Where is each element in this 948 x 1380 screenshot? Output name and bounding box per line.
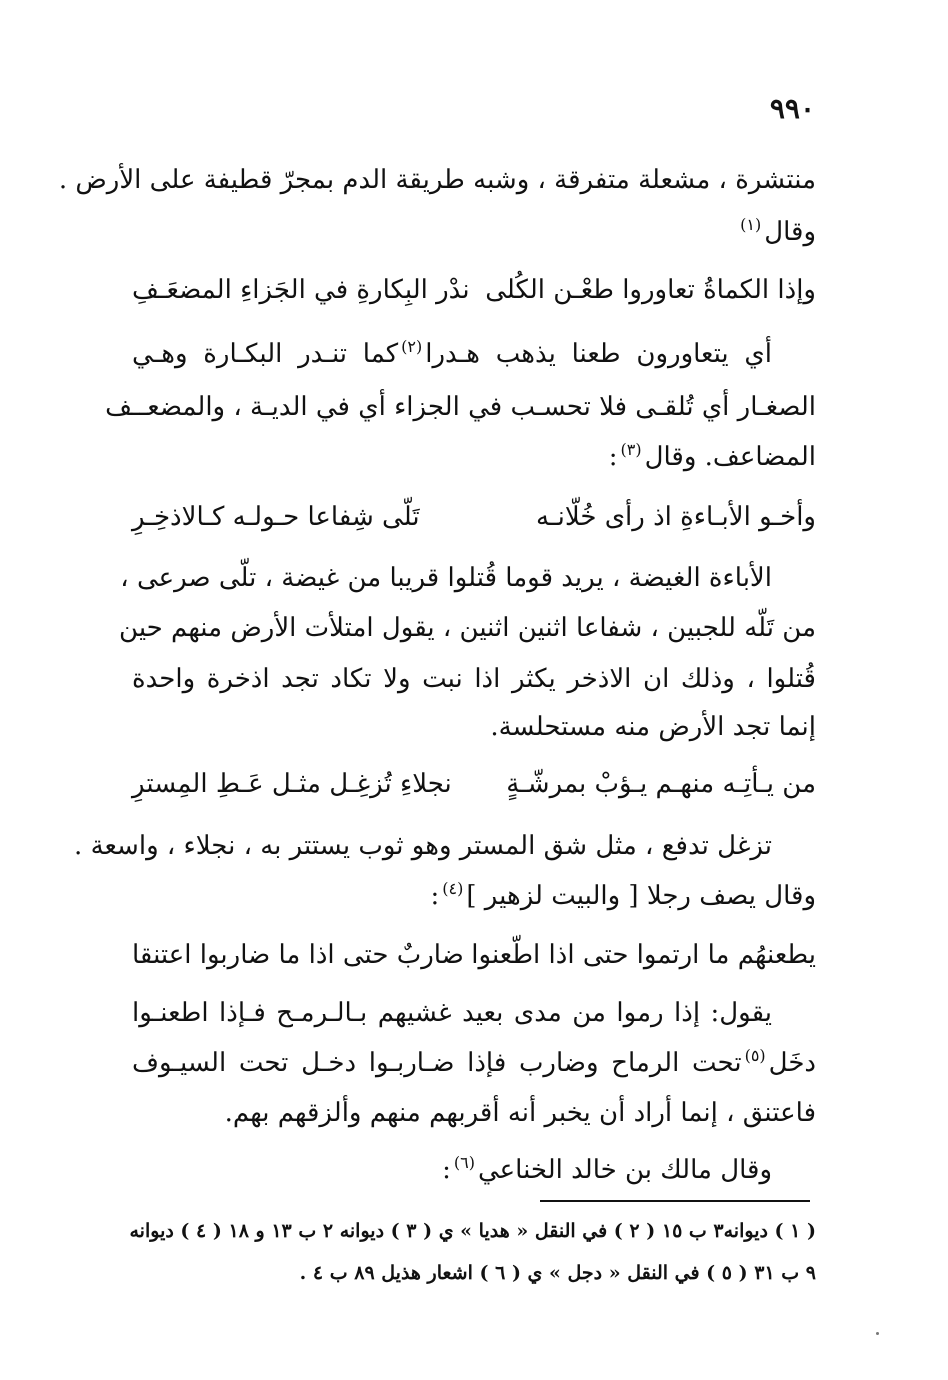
body-text: : [430, 881, 440, 911]
verse-second-hemistich: ندْر البِكارةِ في الجَزاءِ المضعَـفِ [132, 275, 470, 305]
footnote-line: ( ١ ) ديوانه٣ ب ١٥ ( ٢ ) في النقل « هديا » ي ( ٣ ) ديوانه ٢ ب ١٣ و ١٨ ( ٤ ) ديوانه [129, 1220, 816, 1242]
body-text: وقال يصف رجلا [ والبيت لزهير ] [466, 881, 816, 911]
body-line: قُتلوا ، وذلك ان الاذخر يكثر اذا نبت ولا تكاد تجد اذخرة واحدة [132, 664, 816, 694]
verse-line [132, 270, 816, 310]
body-line: فاعتنق ، إنما أراد أن يخبر أنه أقربهم منهم وألزقهم بهم. [224, 1098, 816, 1128]
body-line [132, 437, 816, 477]
footnote-line: ٩ ب ٣١ ( ٥ ) في النقل « دجل » ي ( ٦ ) اشعار هذيل ٨٩ ب ٤ . [299, 1262, 816, 1284]
body-text: وقال [764, 217, 816, 247]
footnote-divider [540, 1200, 810, 1202]
body-line: من تَلّه للجبين ، شفاعا اثنين اثنين ، يقول امتلأت الأرض منهم حين [119, 613, 816, 643]
footnote-marker: (٥) [744, 1046, 766, 1066]
body-text: أي يتعاورون طعنا يذهب هـدرا [425, 339, 772, 369]
body-text: : [442, 1155, 451, 1185]
body-text: وقال مالك بن خالد الخناعي [477, 1155, 772, 1185]
body-line: الصغـار أي تُلقـى فلا تحسـب في الجزاء أي في الديـة ، والمضعــف [105, 392, 816, 422]
page-number: ٩٩٠ [769, 92, 815, 125]
body-line [132, 334, 816, 374]
body-line [132, 212, 816, 252]
footnote-marker: (١) [740, 215, 762, 235]
body-text: كما تنـدر البكـارة وهـي [132, 339, 399, 369]
body-text: تحت الرماح وضارب فإذا ضـاربـوا دخـل تحت السيـوف [132, 1048, 742, 1078]
footnote-marker: (٣) [620, 440, 642, 460]
footnote-marker: (٢) [401, 337, 423, 357]
verse-first-hemistich: يطعنهُم ما ارتموا حتى اذا اطّعنوا [471, 940, 816, 970]
body-line: يقول: إذا رموا من مدى بعيد غشيهم بـالـرمـح فـإذا اطعنـوا [132, 998, 772, 1028]
verse-second-hemistich: ضاربٌ حتى اذا ما ضاربوا اعتنقا [132, 940, 464, 970]
verse-first-hemistich: وأخـو الأبـاءةِ اذ رأى خُلّانـه [536, 502, 816, 532]
scan-speck [876, 1332, 879, 1335]
verse-second-hemistich: تَلّى شِفاعا حـولـه كـالاذخِـرِ [132, 502, 420, 532]
verse-second-hemistich: نجلاءِ تُزغِـل مثـل عَـطِ المِسترِ [132, 769, 452, 799]
verse-first-hemistich: من يـأتِـه منهـم يـؤبْ بمرشّـةٍ [506, 769, 816, 799]
body-line: منتشرة ، مشعلة متفرقة ، وشبه طريقة الدم بمجرّ قطيفة على الأرض . [58, 165, 816, 195]
body-text: دخَل [768, 1048, 816, 1078]
footnote-marker: (٤) [442, 879, 464, 899]
body-text: : [608, 442, 618, 472]
verse-line [132, 497, 816, 537]
body-line [132, 1043, 816, 1083]
verse-line [132, 935, 816, 975]
verse-line [132, 764, 816, 804]
body-line: تزغل تدفع ، مثل شق المستر وهو ثوب يستتر به ، نجلاء ، واسعة . [74, 831, 772, 861]
footnote-marker: (٦) [453, 1153, 475, 1173]
body-line [132, 876, 816, 916]
body-line: إنما تجد الأرض منه مستحلسة. [490, 712, 816, 742]
verse-first-hemistich: وإذا الكماةُ تعاوروا طعْـن الكُلى [485, 275, 816, 305]
body-line: الأباءة الغيضة ، يريد قوما قُتلوا قريبا من غيضة ، تلّى صرعى ، [120, 563, 772, 593]
body-line [132, 1150, 816, 1190]
body-text: المضاعف. وقال [644, 442, 816, 472]
